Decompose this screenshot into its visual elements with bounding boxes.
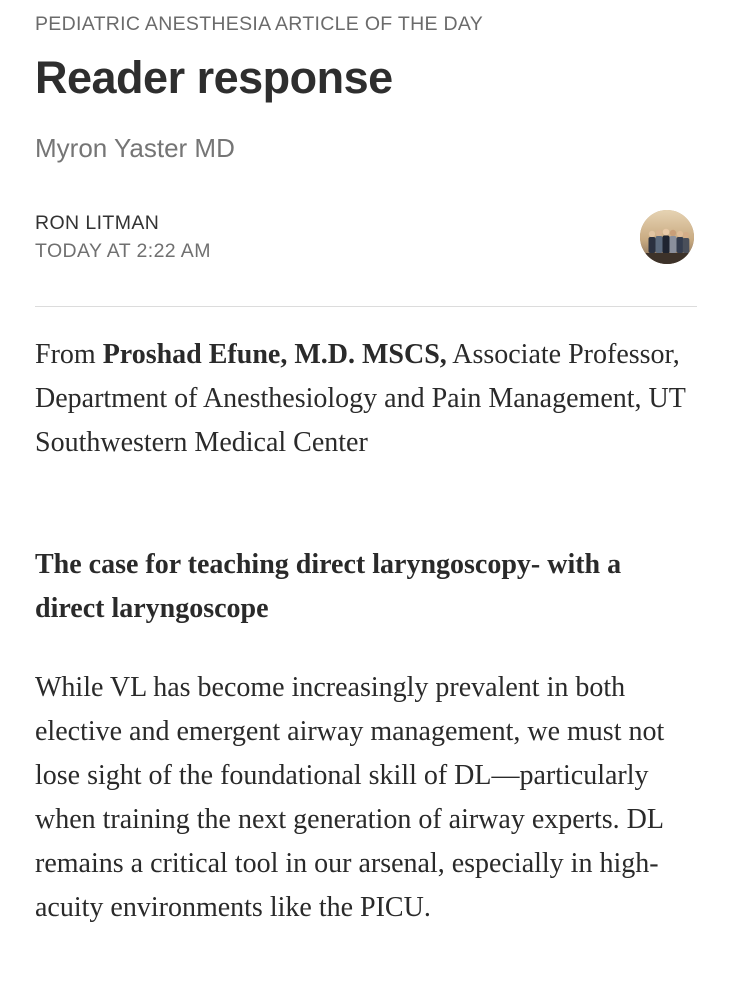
respondent-affiliation: Associate Professor, Department of Anesthesiology and Pain Management, UT Southwestern Medical Center [35, 339, 686, 458]
article-paragraph: While VL has become increasingly prevalent in both elective and emergent airway management, we must not lose sight of the foundational skill of DL—particularly when training the next generation of airway experts. DL remains a critical tool in our arsenal, especially in high-acuity environments like the PICU. [35, 672, 665, 923]
respondent-name: Proshad Efune, M.D. MSCS, [102, 339, 447, 370]
author-introduction [35, 333, 697, 465]
article-subtitle: Myron Yaster MD [35, 133, 235, 163]
byline-divider [35, 306, 697, 307]
article-title: Reader response [35, 52, 393, 103]
post-date: TODAY AT 2:22 AM [35, 240, 211, 262]
newsletter-kicker[interactable]: PEDIATRIC ANESTHESIA ARTICLE OF THE DAY [35, 13, 484, 35]
byline [35, 209, 211, 265]
section-heading: The case for teaching direct laryngoscopy- with a direct laryngoscope [35, 549, 622, 624]
author-avatar[interactable] [640, 210, 694, 264]
author-name[interactable]: RON LITMAN [35, 212, 160, 234]
group-photo-icon [640, 210, 694, 264]
intro-prefix: From [35, 339, 103, 370]
